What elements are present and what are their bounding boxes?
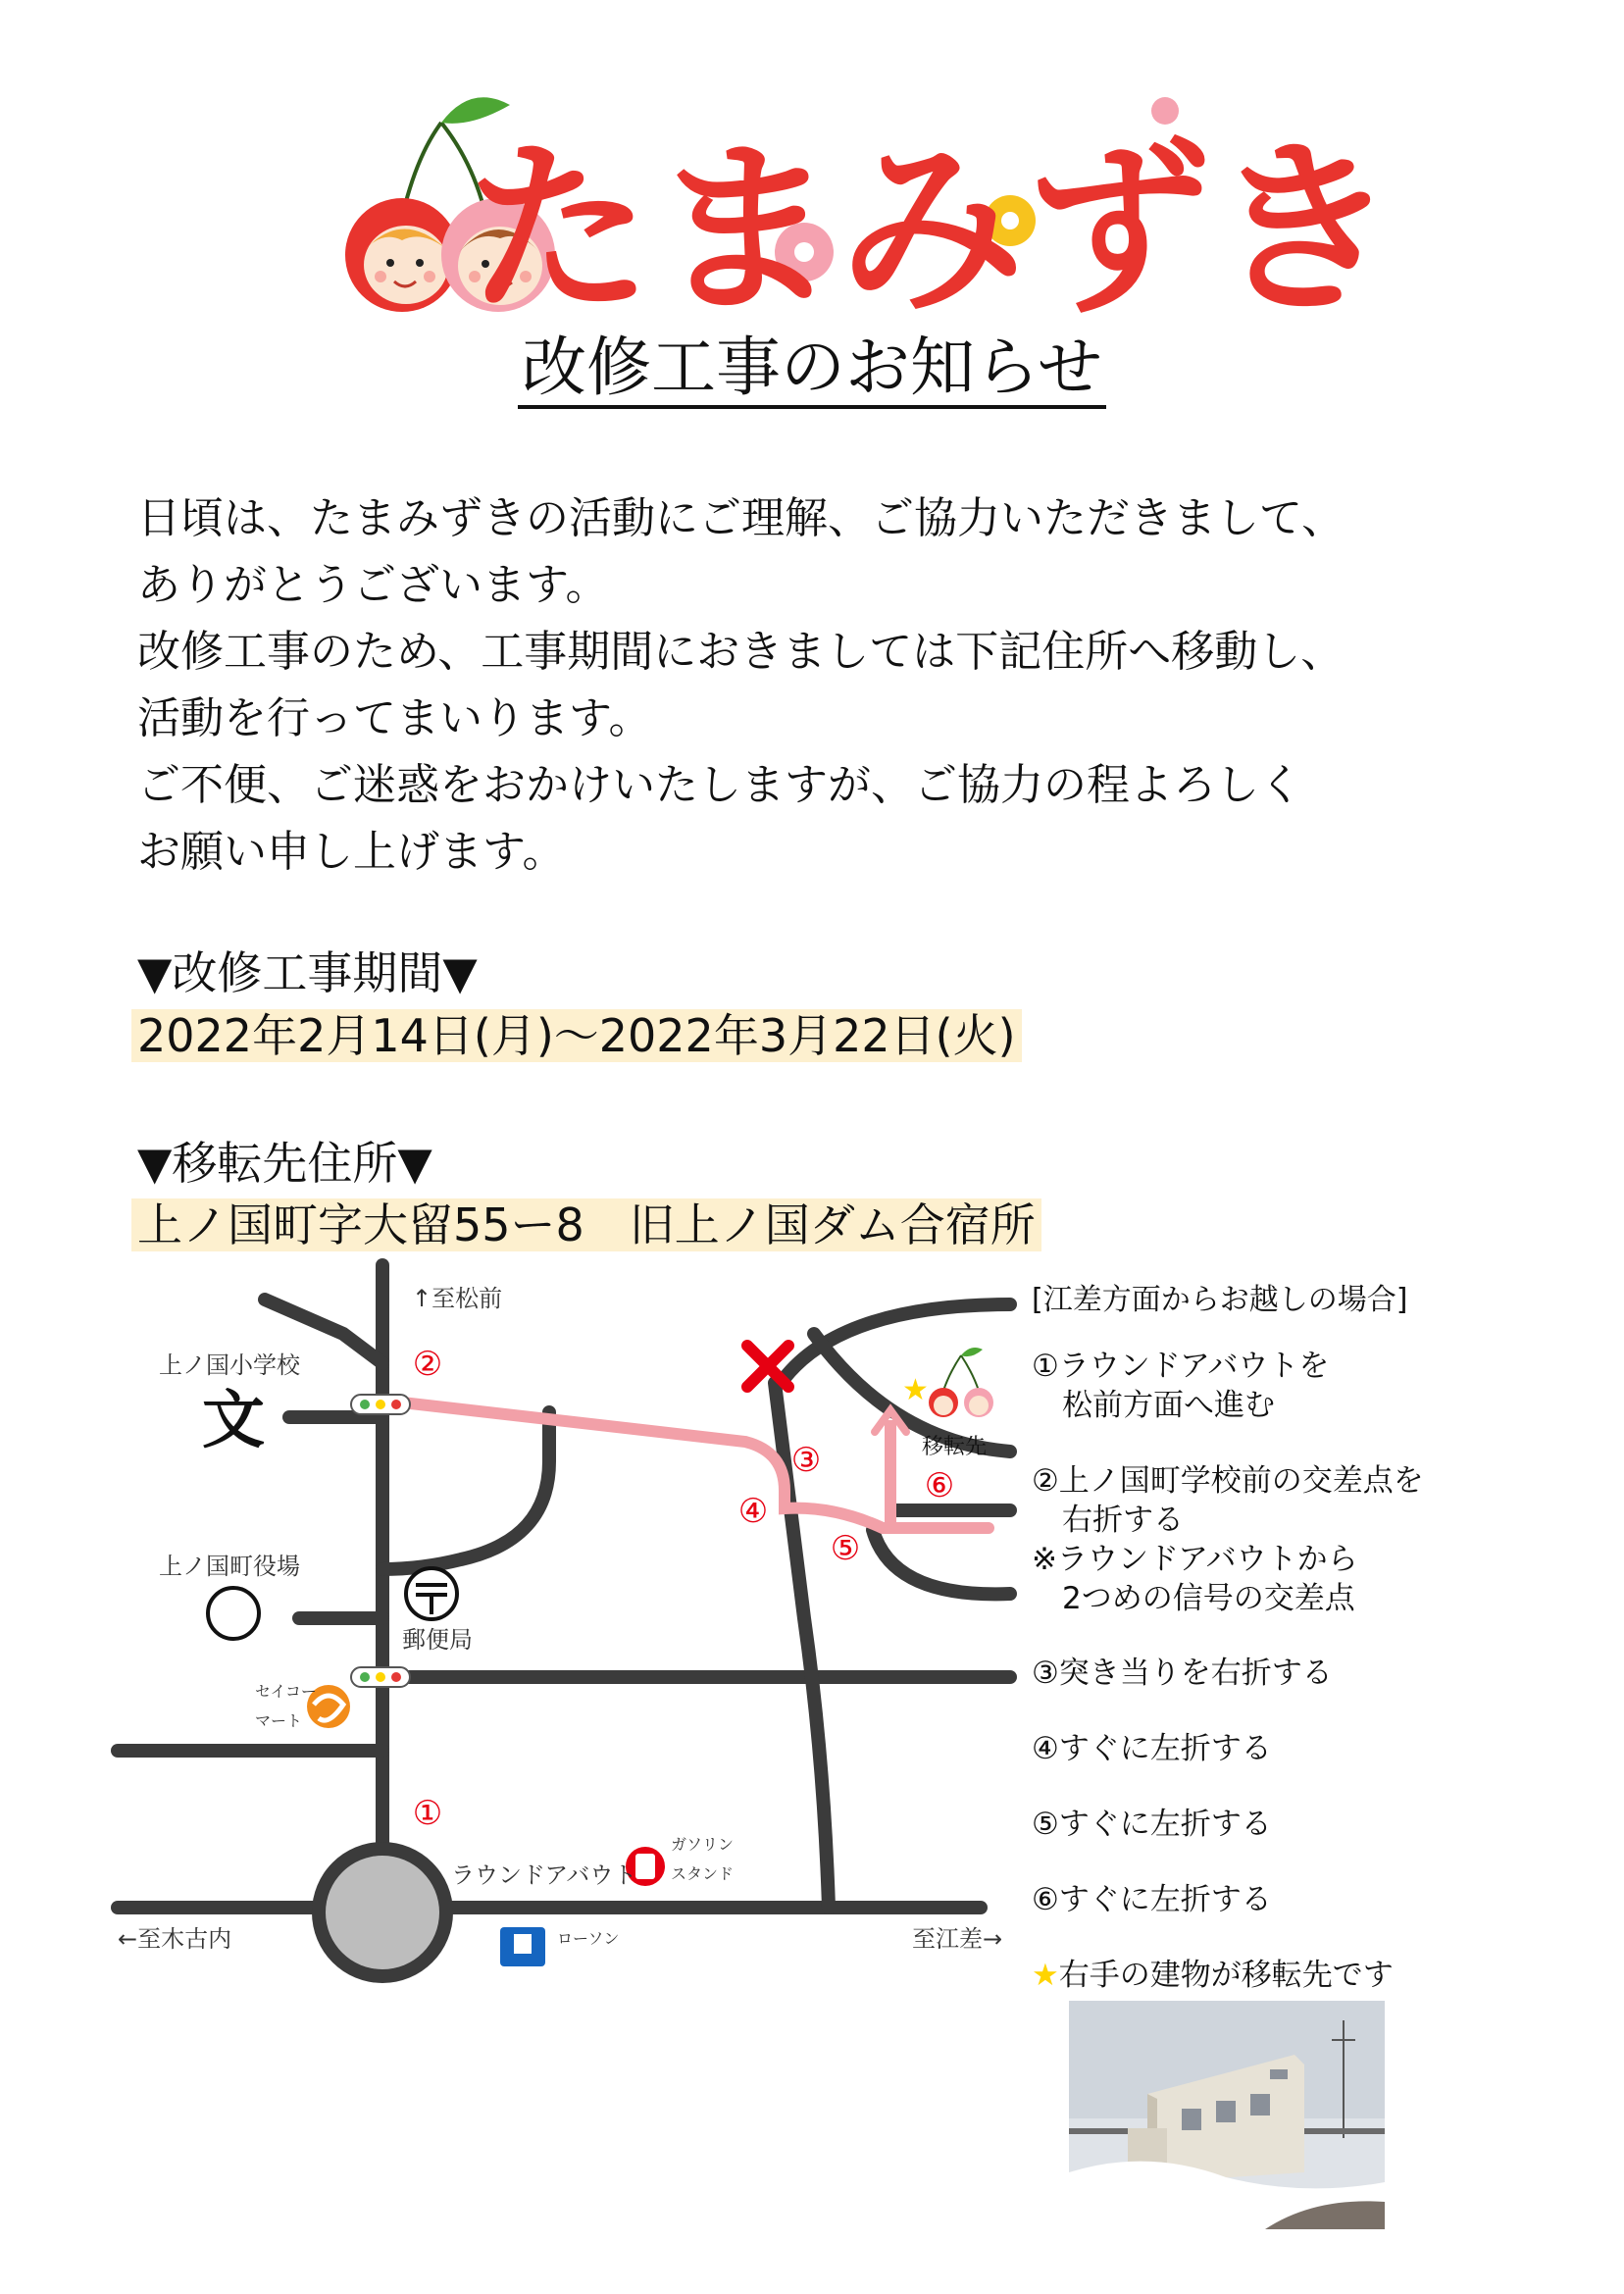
body-line: ありがとうございます。 — [137, 560, 609, 610]
label-seicomart-1: セイコー — [255, 1682, 317, 1701]
lawson-logo-icon — [500, 1927, 545, 1966]
body-line: お願い申し上げます。 — [137, 827, 566, 877]
star-icon: ★ — [1032, 1958, 1059, 1993]
route-marker-5: ⑤ — [830, 1529, 861, 1568]
star-icon: ★ — [902, 1373, 929, 1407]
road-closed-icon — [747, 1346, 788, 1387]
post-office-icon — [406, 1568, 457, 1619]
step-line: 松前方面へ進む — [1032, 1388, 1275, 1423]
direction-step-1 — [1032, 1347, 1329, 1425]
direction-step-6: ⑥すぐに左折する — [1032, 1882, 1272, 1917]
label-to-kikonai: ←至木古内 — [118, 1925, 232, 1953]
notice-title-text: 改修工事のお知らせ — [518, 330, 1106, 409]
body-line: 改修工事のため、工事期間におきましては下記住所へ移動し、 — [137, 627, 1345, 677]
star-note-text: 右手の建物が移転先です — [1058, 1958, 1394, 1993]
notice-body — [137, 485, 1510, 886]
step-line: 右折する — [1032, 1503, 1184, 1538]
label-seicomart-2: マート — [255, 1711, 303, 1730]
direction-step-4: ④すぐに左折する — [1032, 1731, 1272, 1766]
label-lawson: ローソン — [557, 1929, 620, 1948]
body-line: 日頃は、たまみずきの活動にご理解、ご協力いただきまして、 — [137, 493, 1345, 543]
town-office-icon — [208, 1588, 259, 1639]
route-marker-6: ⑥ — [924, 1466, 955, 1505]
step-line: ②上ノ国町学校前の交差点を — [1032, 1463, 1424, 1499]
access-map — [108, 1265, 1040, 1991]
direction-step-2 — [1032, 1461, 1424, 1618]
directions-header: [江差方面からお越しの場合] — [1032, 1283, 1408, 1317]
tamamizuki-logo — [343, 83, 1398, 338]
route-marker-1: ① — [412, 1794, 443, 1833]
road-lower-right-curve — [873, 1530, 1010, 1594]
traffic-light-icon — [351, 1395, 410, 1414]
step-line: ※ラウンドアバウトから — [1032, 1542, 1358, 1577]
label-post-office: 郵便局 — [402, 1626, 473, 1654]
route-marker-2: ② — [412, 1345, 443, 1384]
traffic-light-icon — [351, 1667, 410, 1687]
direction-step-5: ⑤すぐに左折する — [1032, 1807, 1272, 1842]
label-destination: 移転先 — [922, 1435, 988, 1459]
step-line: ①ラウンドアバウトを — [1032, 1349, 1330, 1384]
label-roundabout: ラウンドアバウト — [451, 1861, 637, 1889]
step-line: 2つめの信号の交差点 — [1032, 1581, 1355, 1616]
notice-title — [0, 329, 1624, 407]
label-to-matsumae: ↑至松前 — [412, 1285, 503, 1312]
cherry-destination-icon — [929, 1348, 993, 1417]
route-marker-4: ④ — [737, 1492, 769, 1531]
address-heading: ▼移転先住所▼ — [137, 1137, 432, 1190]
body-line: 活動を行ってまいります。 — [137, 693, 652, 743]
school-icon: 文 — [202, 1385, 265, 1457]
direction-star-note — [1032, 1956, 1394, 1995]
label-to-esashi: 至江差→ — [912, 1925, 1003, 1953]
road-curve-lower — [382, 1412, 549, 1569]
period-value: 2022年2月14日(月)〜2022年3月22日(火) — [131, 1009, 1022, 1062]
building-photo — [1069, 2001, 1385, 2229]
period-heading: ▼改修工事期間▼ — [137, 946, 478, 999]
direction-step-3: ③突き当りを右折する — [1032, 1656, 1333, 1691]
route-marker-3: ③ — [790, 1441, 822, 1480]
label-gas-2: スタンド — [671, 1864, 735, 1883]
label-elementary-school: 上ノ国小学校 — [159, 1351, 300, 1379]
address-value: 上ノ国町字大留55ー8 旧上ノ国ダム合宿所 — [131, 1198, 1041, 1251]
body-line: ご不便、ご迷惑をおかけいたしますが、ご協力の程よろしく — [137, 760, 1302, 810]
label-gas-1: ガソリン — [671, 1835, 735, 1854]
label-town-office: 上ノ国町役場 — [159, 1553, 300, 1580]
logo-wordmark: たまみずき — [465, 122, 1398, 338]
